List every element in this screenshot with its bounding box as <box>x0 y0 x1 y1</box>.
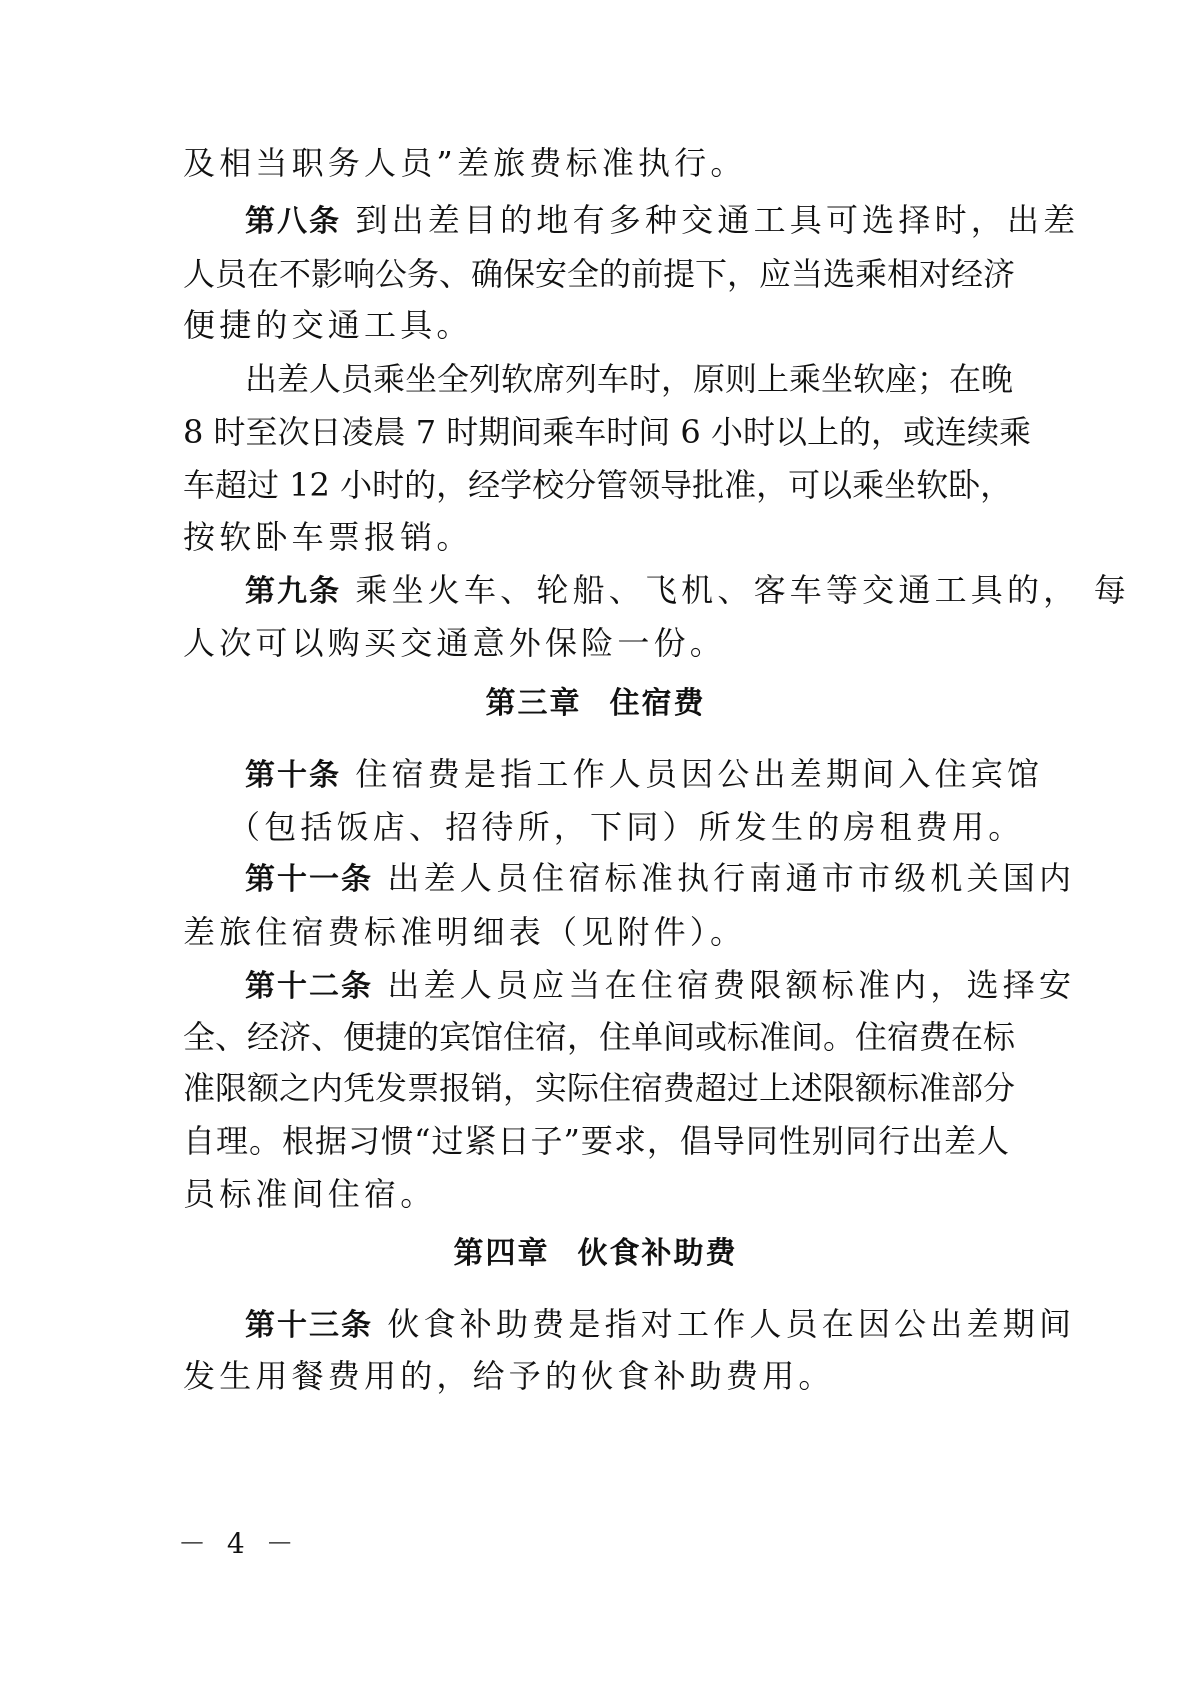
paragraph-line: 人员在不影响公务、确保安全的前提下，应当选乘相对经济 <box>183 255 1016 293</box>
paragraph-line: 人次可以购买交通意外保险一份。 <box>183 624 727 662</box>
paragraph-line: 全、经济、便捷的宾馆住宿，住单间或标准间。住宿费在标 <box>183 1018 1016 1056</box>
paragraph-line: 发生用餐费用的，给予的伙食补助费用。 <box>183 1357 835 1395</box>
paragraph-line: 8 时至次日凌晨 7 时期间乘车时间 6 小时以上的，或连续乘 <box>183 413 1031 451</box>
paragraph-line: 员标准间住宿。 <box>183 1175 437 1213</box>
article-11-line <box>245 858 1076 900</box>
article-label: 第十三条 <box>245 1308 373 1343</box>
chapter-number: 第四章 <box>453 1236 550 1271</box>
article-label: 第十条 <box>245 758 341 793</box>
paragraph-line: 出差人员乘坐全列软席列车时，原则上乘坐软座；在晚 <box>245 360 1014 398</box>
chapter-3-heading <box>0 684 1191 724</box>
article-text: 到出差目的地有多种交通工具可选择时，出差 <box>355 201 1080 239</box>
article-label: 第十一条 <box>245 862 373 897</box>
article-13-line <box>245 1304 1076 1346</box>
paragraph-line: 按软卧车票报销。 <box>183 518 473 556</box>
article-text: 住宿费是指工作人员因公出差期间入住宾馆 <box>355 755 1044 793</box>
paragraph-line: 差旅住宿费标准明细表（见附件）。 <box>183 913 747 951</box>
chapter-number: 第三章 <box>485 686 582 721</box>
paragraph-line: 车超过 12 小时的，经学校分管领导批准，可以乘坐软卧， <box>183 466 1013 504</box>
article-label: 第十二条 <box>245 969 373 1004</box>
chapter-title: 伙食补助费 <box>577 1236 738 1271</box>
article-label: 第八条 <box>245 204 341 239</box>
page-number: － 4 － <box>178 1527 300 1560</box>
article-9-line <box>245 570 1130 612</box>
chapter-title: 住宿费 <box>609 686 706 721</box>
paragraph-line: 便捷的交通工具。 <box>183 306 473 344</box>
article-text: 乘坐火车、轮船、飞机、客车等交通工具的， 每 <box>355 571 1130 609</box>
paragraph-line: 及相当职务人员”差旅费标准执行。 <box>183 144 747 182</box>
article-text: 出差人员应当在住宿费限额标准内，选择安 <box>387 966 1076 1004</box>
paragraph-line: （包括饭店、招待所，下同）所发生的房租费用。 <box>228 808 1025 846</box>
paragraph-line: 自理。根据习惯“过紧日子”要求，倡导同性别同行出差人 <box>183 1122 1009 1160</box>
chapter-4-heading <box>0 1234 1191 1274</box>
article-12-line <box>245 965 1076 1007</box>
article-8-line <box>245 200 1080 242</box>
article-10-line <box>245 754 1044 796</box>
article-label: 第九条 <box>245 574 341 609</box>
article-text: 伙食补助费是指对工作人员在因公出差期间 <box>387 1305 1076 1343</box>
article-text: 出差人员住宿标准执行南通市市级机关国内 <box>387 859 1076 897</box>
paragraph-line: 准限额之内凭发票报销，实际住宿费超过上述限额标准部分 <box>183 1069 1016 1107</box>
